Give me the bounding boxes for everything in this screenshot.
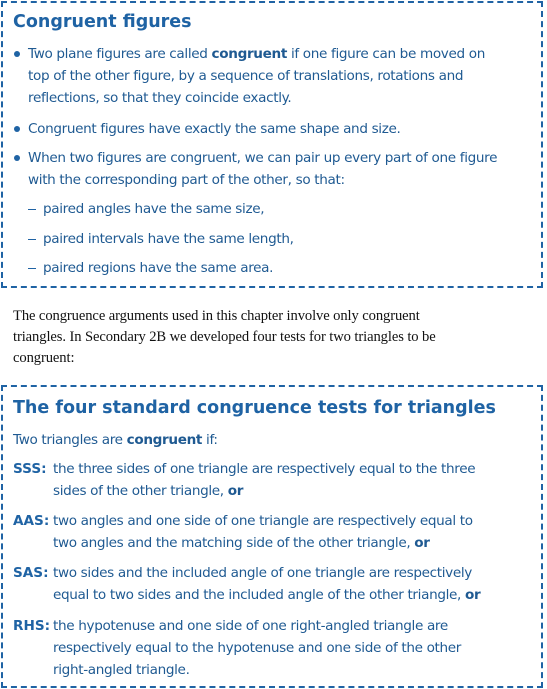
- dash-icon: [28, 209, 36, 210]
- bullet-text: When two figures are congruent, we can pair up every part of one figure: [28, 150, 498, 166]
- bullet-text-continued: with the corresponding part of the other, so that:: [28, 172, 345, 188]
- term-congruent: congruent: [126, 432, 203, 448]
- intro-text: [13, 429, 218, 451]
- bullet-text: Congruent figures have exactly the same shape and size.: [28, 121, 401, 137]
- sub-item: paired intervals have the same length,: [43, 231, 294, 247]
- test-text: the three sides of one triangle are respectively equal to the three: [53, 461, 476, 477]
- or-keyword: or: [227, 483, 244, 499]
- text-segment: Two plane figures are called: [28, 46, 212, 62]
- test-code-sas: SAS:: [13, 565, 49, 581]
- sub-item: paired angles have the same size,: [43, 201, 265, 217]
- congruent-figures-box: [1, 1, 543, 288]
- test-code-aas: AAS:: [13, 513, 50, 529]
- test-code-rhs: RHS:: [13, 618, 51, 634]
- text-segment: equal to two sides and the included angle of the other triangle,: [53, 587, 465, 603]
- test-text: [53, 532, 430, 554]
- test-text: two angles and one side of one triangle are respectively equal to: [53, 513, 473, 529]
- or-keyword: or: [465, 587, 481, 603]
- text-segment: sides of the other triangle,: [53, 483, 228, 499]
- box-title: The four standard congruence tests for triangles: [13, 398, 496, 418]
- paragraph-line: congruent:: [13, 350, 75, 366]
- text-segment: if one figure can be moved on: [286, 46, 485, 62]
- bullet-text: [28, 43, 485, 65]
- dash-icon: [28, 239, 36, 240]
- test-text: two sides and the included angle of one triangle are respectively: [53, 565, 472, 581]
- test-text: right-angled triangle.: [53, 662, 190, 678]
- test-code-sss: SSS:: [13, 461, 47, 477]
- test-text: the hypotenuse and one side of one right-angled triangle are: [53, 618, 448, 634]
- text-segment: if:: [202, 432, 218, 448]
- congruence-tests-box: [1, 385, 543, 688]
- test-text: respectively equal to the hypotenuse and one side of the other: [53, 640, 462, 656]
- text-segment: two angles and the matching side of the other triangle,: [53, 535, 415, 551]
- term-congruent: congruent: [211, 46, 287, 62]
- text-segment: Two triangles are: [13, 432, 127, 448]
- paragraph-line: triangles. In Secondary 2B we developed four tests for two triangles to be: [13, 329, 436, 345]
- bullet-text-continued: top of the other figure, by a sequence of translations, rotations and: [28, 68, 464, 84]
- bullet-icon: [14, 126, 20, 132]
- bullet-text-continued: reflections, so that they coincide exactly.: [28, 90, 292, 106]
- dash-icon: [28, 268, 36, 269]
- sub-item: paired regions have the same area.: [43, 260, 274, 276]
- box-title: Congruent figures: [13, 12, 192, 32]
- bullet-icon: [14, 51, 20, 57]
- or-keyword: or: [414, 535, 430, 551]
- bullet-icon: [14, 155, 20, 161]
- test-text: [53, 480, 243, 502]
- paragraph-line: The congruence arguments used in this chapter involve only congruent: [13, 308, 420, 324]
- body-paragraph: [13, 306, 533, 369]
- test-text: [53, 584, 480, 606]
